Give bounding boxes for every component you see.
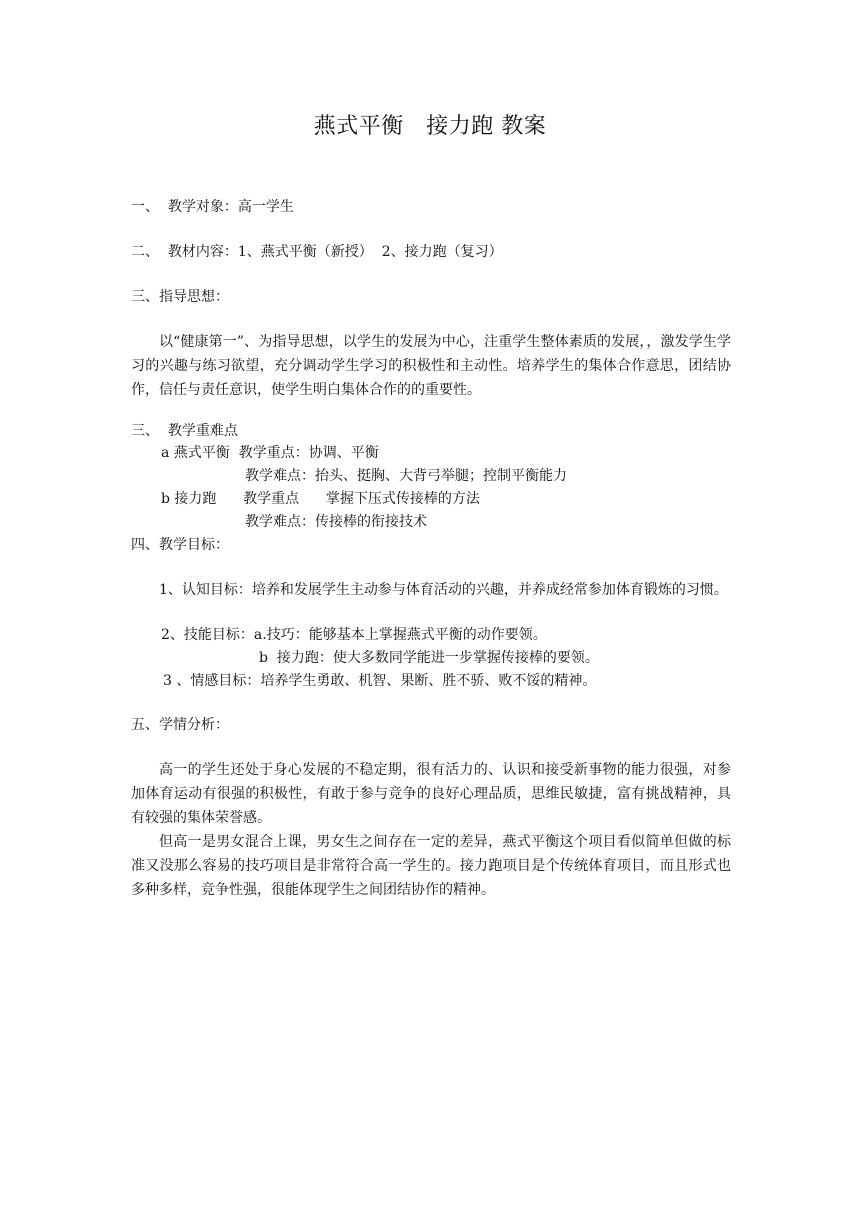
skill-goal-a: 2、技能目标：a.技巧：能够基本上掌握燕式平衡的动作要领。	[161, 627, 547, 643]
teaching-target: 一、 教学对象：高一学生	[131, 199, 294, 215]
teaching-content: 二、 教材内容：1、燕式平衡（新授） 2、接力跑（复习）	[131, 244, 503, 260]
key-difficulties-heading: 三、 教学重难点	[131, 423, 238, 439]
student-analysis-paragraph-1: 高一的学生还处于身心发展的不稳定期，很有活力的、认识和接受新事物的能力很强，对参加体育运动有很强的积极性，有敢于参与竞争的良好心理品质，思维民敏捷，富有挑战精神，具有较强的集体荣誉感。	[131, 762, 731, 826]
guiding-thought-paragraph: 以“健康第一”、为指导思想，以学生的发展为中心，注重学生整体素质的发展，，激发学生学习的兴趣与练习欲望，充分调动学生学习的积极性和主动性。培养学生的集体合作意思，团结协作，信任与责任意识，使学生明白集体合作的的重要性。	[131, 334, 731, 398]
guiding-thought-heading: 三、指导思想：	[131, 289, 229, 305]
document-title: 燕式平衡 接力跑 教案	[313, 114, 547, 139]
relay-race-difficult-point: 教学难点：传接棒的衔接技术	[245, 514, 427, 530]
skill-goal-b: b 接力跑：使大多数同学能进一步掌握传接棒的要领。	[259, 650, 599, 666]
relay-race-key-point: b 接力跑 教学重点 掌握下压式传接棒的方法	[161, 491, 480, 507]
relay-balance-difficult-point: 教学难点：抬头、挺胸、大背弓举腿；控制平衡能力	[245, 468, 567, 484]
relay-balance-key-point: a 燕式平衡 教学重点：协调、平衡	[161, 445, 379, 461]
teaching-goals-heading: 四、教学目标：	[131, 537, 229, 553]
student-analysis-heading: 五、学情分析：	[131, 717, 229, 733]
cognitive-goal: 1、认知目标：培养和发展学生主动参与体育活动的兴趣，并养成经常参加体育锻炼的习惯。	[159, 582, 728, 598]
student-analysis-paragraph-2: 但高一是男女混合上课，男女生之间存在一定的差异，燕式平衡这个项目看似简单但做的标准又没那么容易的技巧项目是非常符合高一学生的。接力跑项目是个传统体育项目，而且形式也多种多样，竞争性强，很能体现学生之间团结协作的精神。	[131, 834, 731, 898]
emotional-goal: 3 、情感目标：培养学生勇敢、机智、果断、胜不骄、败不馁的精神。	[163, 673, 597, 689]
